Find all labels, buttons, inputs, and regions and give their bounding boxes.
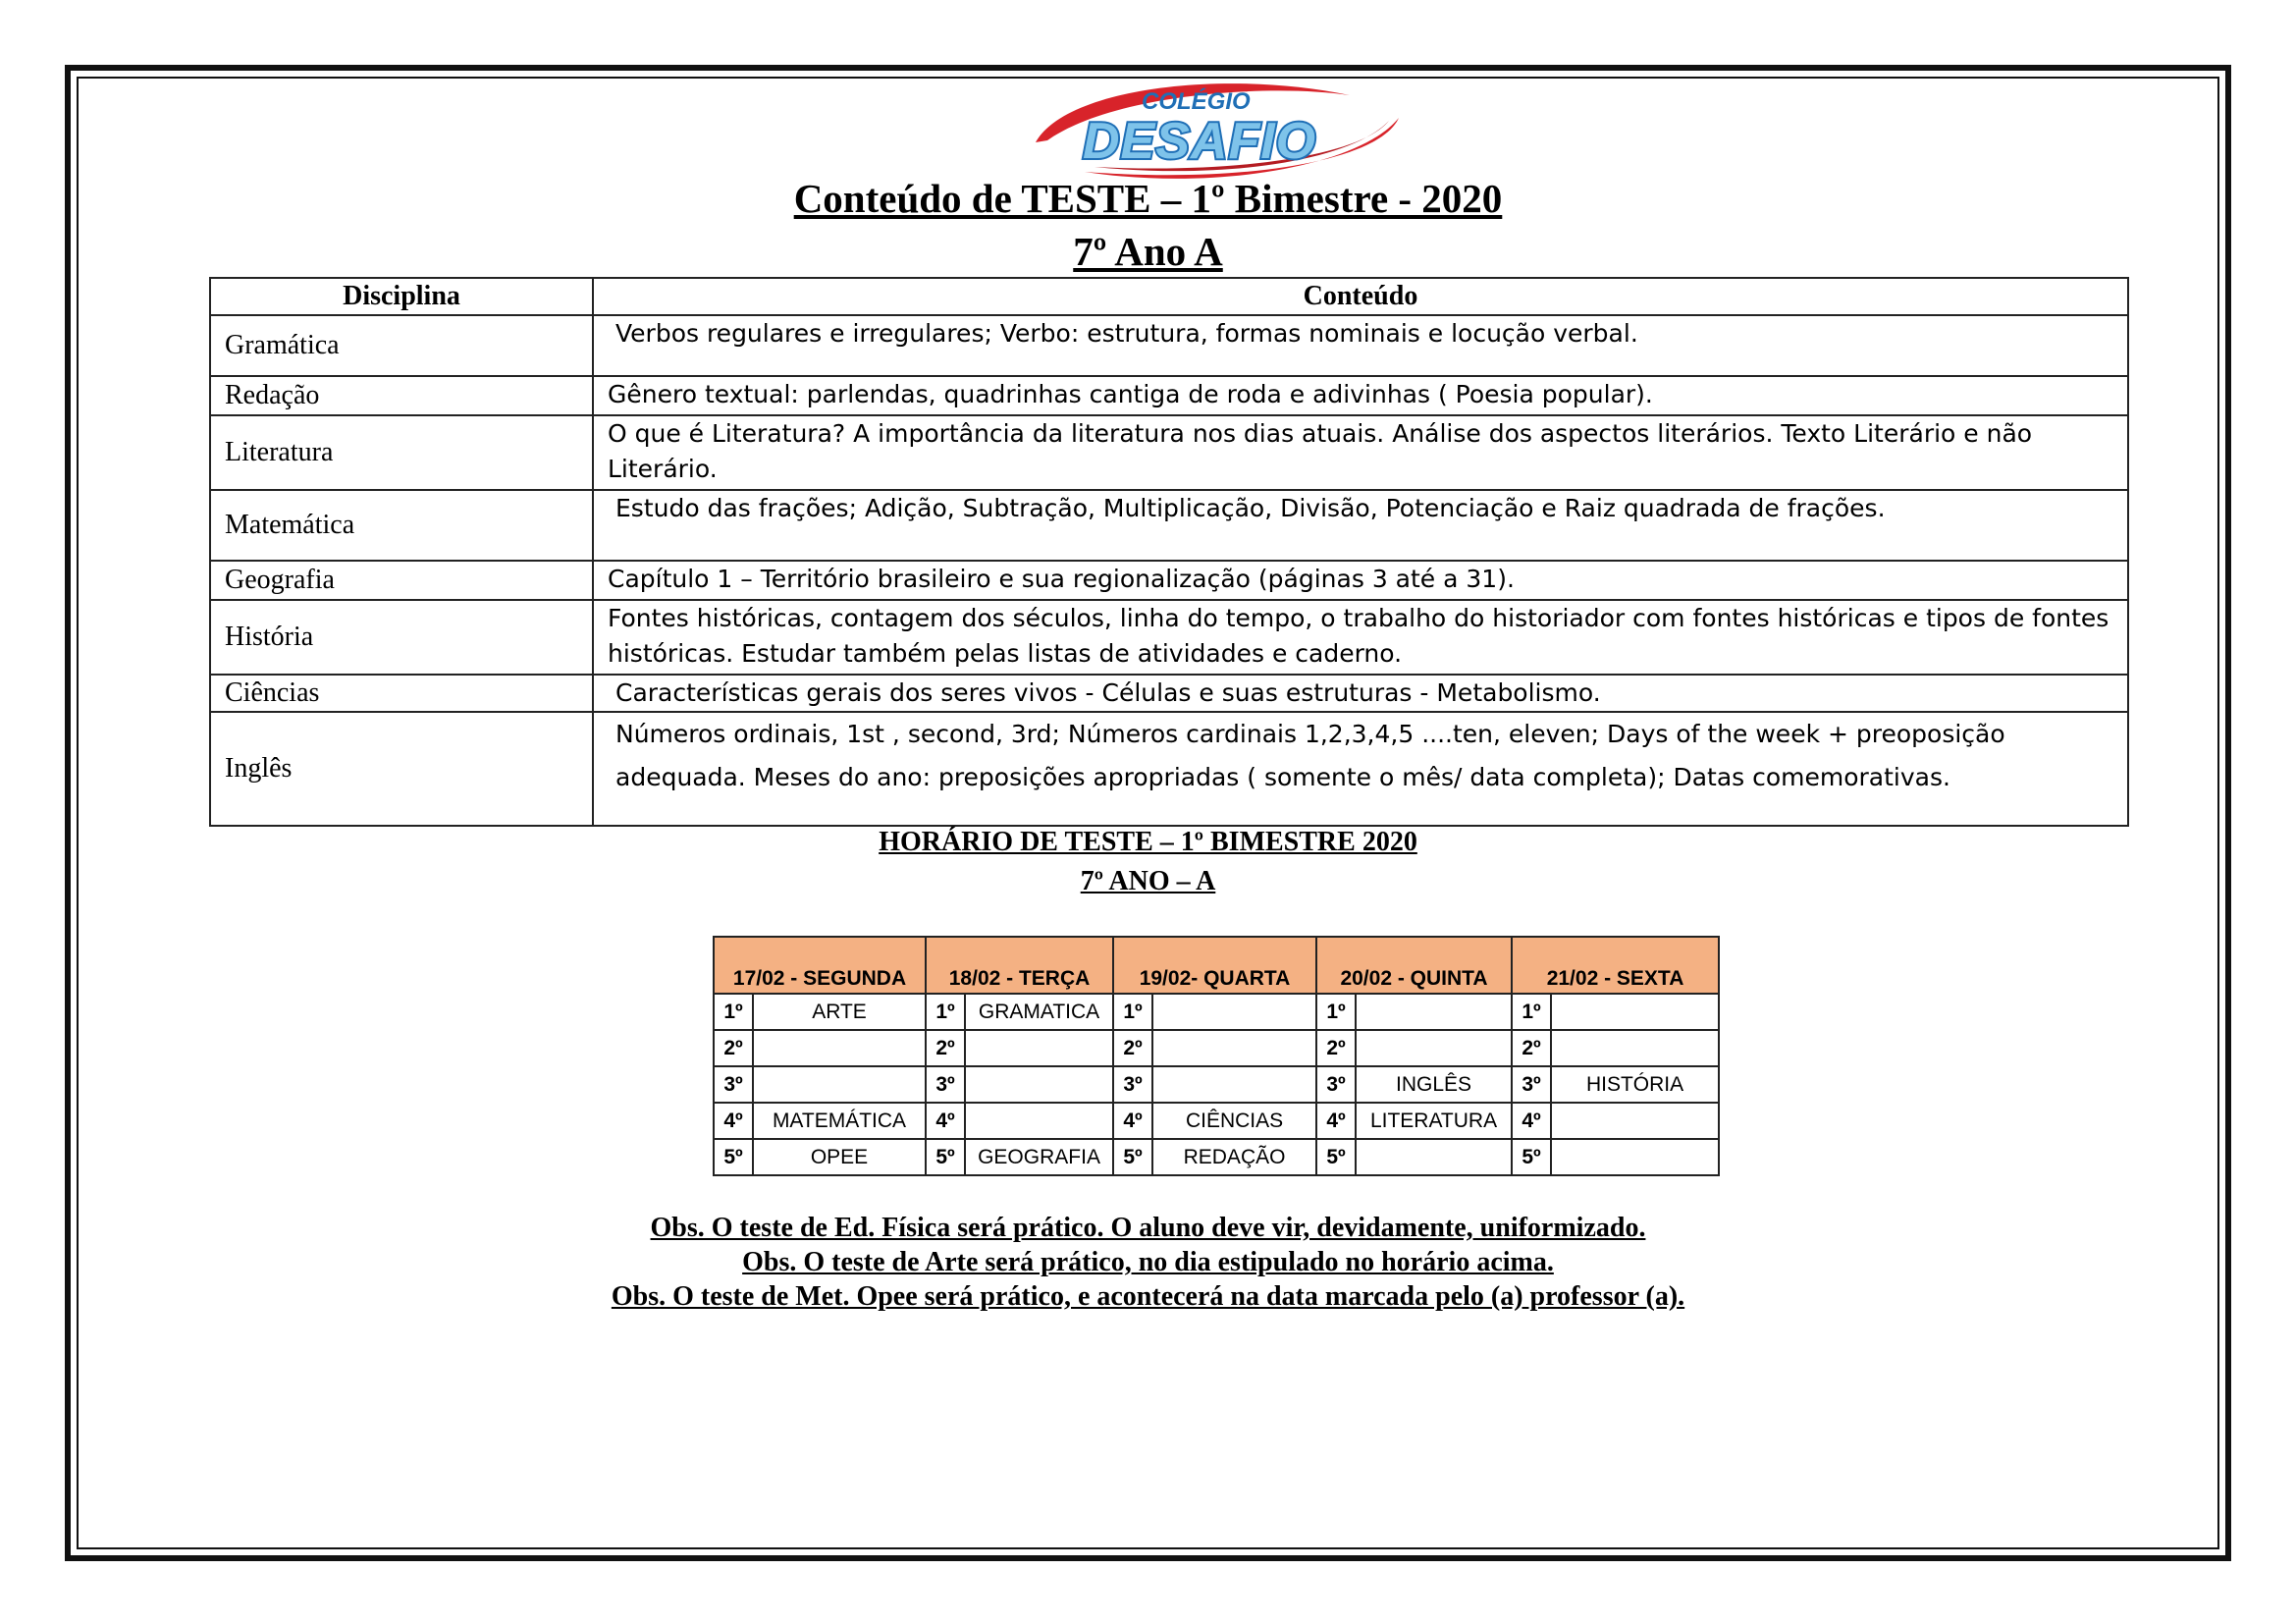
content-table <box>209 277 2129 827</box>
period-number: 3º <box>714 1066 753 1103</box>
schedule-row <box>714 994 1719 1030</box>
subject-cell: Geografia <box>210 561 593 600</box>
content-cell: O que é Literatura? A importância da literatura nos dias atuais. Análise dos aspectos literários. Texto Literário e não Literário. <box>593 415 2128 490</box>
subject-cell: Matemática <box>210 490 593 561</box>
period-number: 4º <box>1316 1103 1356 1139</box>
period-number: 2º <box>1113 1030 1152 1066</box>
header-discipline: Disciplina <box>210 278 593 315</box>
schedule-title: HORÁRIO DE TESTE – 1º BIMESTRE 2020 <box>879 827 1417 857</box>
schedule-cell: LITERATURA <box>1356 1103 1512 1139</box>
period-number: 3º <box>1512 1066 1551 1103</box>
schedule-cell <box>1152 1030 1316 1066</box>
schedule-row <box>714 1030 1719 1066</box>
schedule-cell: HISTÓRIA <box>1551 1066 1719 1103</box>
content-cell: Estudo das frações; Adição, Subtração, Multiplicação, Divisão, Potenciação e Raiz quadrada de frações. <box>593 490 2128 561</box>
schedule-cell: CIÊNCIAS <box>1152 1103 1316 1139</box>
period-number: 5º <box>1113 1139 1152 1175</box>
schedule-cell: ARTE <box>753 994 926 1030</box>
schedule-cell <box>753 1030 926 1066</box>
schedule-cell <box>1152 1066 1316 1103</box>
table-row <box>210 561 2128 600</box>
period-number: 2º <box>714 1030 753 1066</box>
table-row <box>210 415 2128 490</box>
period-number: 3º <box>926 1066 965 1103</box>
schedule-table <box>713 936 1720 1176</box>
table-row <box>210 675 2128 712</box>
period-number: 5º <box>1316 1139 1356 1175</box>
day-header: 19/02- QUARTA <box>1113 937 1316 994</box>
period-number: 4º <box>926 1103 965 1139</box>
content-cell: Fontes históricas, contagem dos séculos, linha do tempo, o trabalho do historiador com fontes históricas e tipos de fontes históricas. Estudar também pelas listas de atividades e caderno. <box>593 600 2128 675</box>
schedule-row <box>714 1103 1719 1139</box>
schedule-header-row <box>714 937 1719 994</box>
schedule-row <box>714 1066 1719 1103</box>
subject-cell: Inglês <box>210 712 593 826</box>
content-cell: Números ordinais, 1st , second, 3rd; Números cardinais 1,2,3,4,5 ....ten, eleven; Days of the week + preoposição adequada. Meses do ano: preposições apropriadas ( somente o mês/ data completa); Datas comemorativas. <box>593 712 2128 826</box>
note-opee: Obs. O teste de Met. Opee será prático, e acontecerá na data marcada pelo (a) professor (a). <box>611 1281 1685 1312</box>
schedule-subtitle: 7º ANO – A <box>1080 866 1216 896</box>
schedule-cell: MATEMÁTICA <box>753 1103 926 1139</box>
schedule-cell <box>1551 1139 1719 1175</box>
schedule-cell: GRAMATICA <box>965 994 1113 1030</box>
subject-cell: Gramática <box>210 315 593 376</box>
logo-main-text: DESAFIO <box>1083 113 1317 170</box>
period-number: 5º <box>714 1139 753 1175</box>
content-cell: Gênero textual: parlendas, quadrinhas cantiga de roda e adivinhas ( Poesia popular). <box>593 376 2128 415</box>
page-title: Conteúdo de TESTE – 1º Bimestre - 2020 <box>793 176 1503 221</box>
schedule-cell <box>1551 994 1719 1030</box>
schedule-cell: GEOGRAFIA <box>965 1139 1113 1175</box>
period-number: 4º <box>714 1103 753 1139</box>
content-cell: Capítulo 1 – Território brasileiro e sua regionalização (páginas 3 até a 31). <box>593 561 2128 600</box>
subject-cell: Ciências <box>210 675 593 712</box>
note-art: Obs. O teste de Arte será prático, no dia estipulado no horário acima. <box>742 1247 1554 1277</box>
schedule-cell <box>965 1103 1113 1139</box>
period-number: 4º <box>1113 1103 1152 1139</box>
subject-cell: Literatura <box>210 415 593 490</box>
page-subtitle: 7º Ano A <box>1073 229 1223 274</box>
schedule-cell <box>1551 1030 1719 1066</box>
period-number: 3º <box>1113 1066 1152 1103</box>
logo-top-text: COLÉGIO <box>1142 88 1251 115</box>
period-number: 1º <box>926 994 965 1030</box>
period-number: 2º <box>1512 1030 1551 1066</box>
subject-cell: Redação <box>210 376 593 415</box>
table-row <box>210 315 2128 376</box>
schedule-row <box>714 1139 1719 1175</box>
schedule-cell: INGLÊS <box>1356 1066 1512 1103</box>
schedule-cell <box>753 1066 926 1103</box>
table-row <box>210 490 2128 561</box>
day-header: 17/02 - SEGUNDA <box>714 937 926 994</box>
content-cell: Verbos regulares e irregulares; Verbo: estrutura, formas nominais e locução verbal. <box>593 315 2128 376</box>
table-row <box>210 600 2128 675</box>
note-physical-education: Obs. O teste de Ed. Física será prático. O aluno deve vir, devidamente, uniformizado. <box>650 1213 1646 1243</box>
period-number: 1º <box>1316 994 1356 1030</box>
schedule-cell <box>1551 1103 1719 1139</box>
schedule-cell <box>1356 994 1512 1030</box>
period-number: 1º <box>1113 994 1152 1030</box>
schedule-cell <box>1152 994 1316 1030</box>
period-number: 3º <box>1316 1066 1356 1103</box>
period-number: 2º <box>1316 1030 1356 1066</box>
table-row <box>210 376 2128 415</box>
day-header: 21/02 - SEXTA <box>1512 937 1719 994</box>
subject-cell: História <box>210 600 593 675</box>
period-number: 5º <box>1512 1139 1551 1175</box>
day-header: 20/02 - QUINTA <box>1316 937 1512 994</box>
header-content: Conteúdo <box>593 278 2128 315</box>
period-number: 1º <box>714 994 753 1030</box>
schedule-cell <box>965 1030 1113 1066</box>
schedule-cell: REDAÇÃO <box>1152 1139 1316 1175</box>
day-header: 18/02 - TERÇA <box>926 937 1113 994</box>
period-number: 1º <box>1512 994 1551 1030</box>
schedule-cell <box>1356 1030 1512 1066</box>
period-number: 2º <box>926 1030 965 1066</box>
schedule-cell <box>965 1066 1113 1103</box>
schedule-cell: OPEE <box>753 1139 926 1175</box>
table-row <box>210 712 2128 826</box>
content-cell: Características gerais dos seres vivos - Células e suas estruturas - Metabolismo. <box>593 675 2128 712</box>
content-table-header <box>210 278 2128 315</box>
period-number: 5º <box>926 1139 965 1175</box>
schedule-cell <box>1356 1139 1512 1175</box>
period-number: 4º <box>1512 1103 1551 1139</box>
school-logo <box>1026 74 1409 182</box>
